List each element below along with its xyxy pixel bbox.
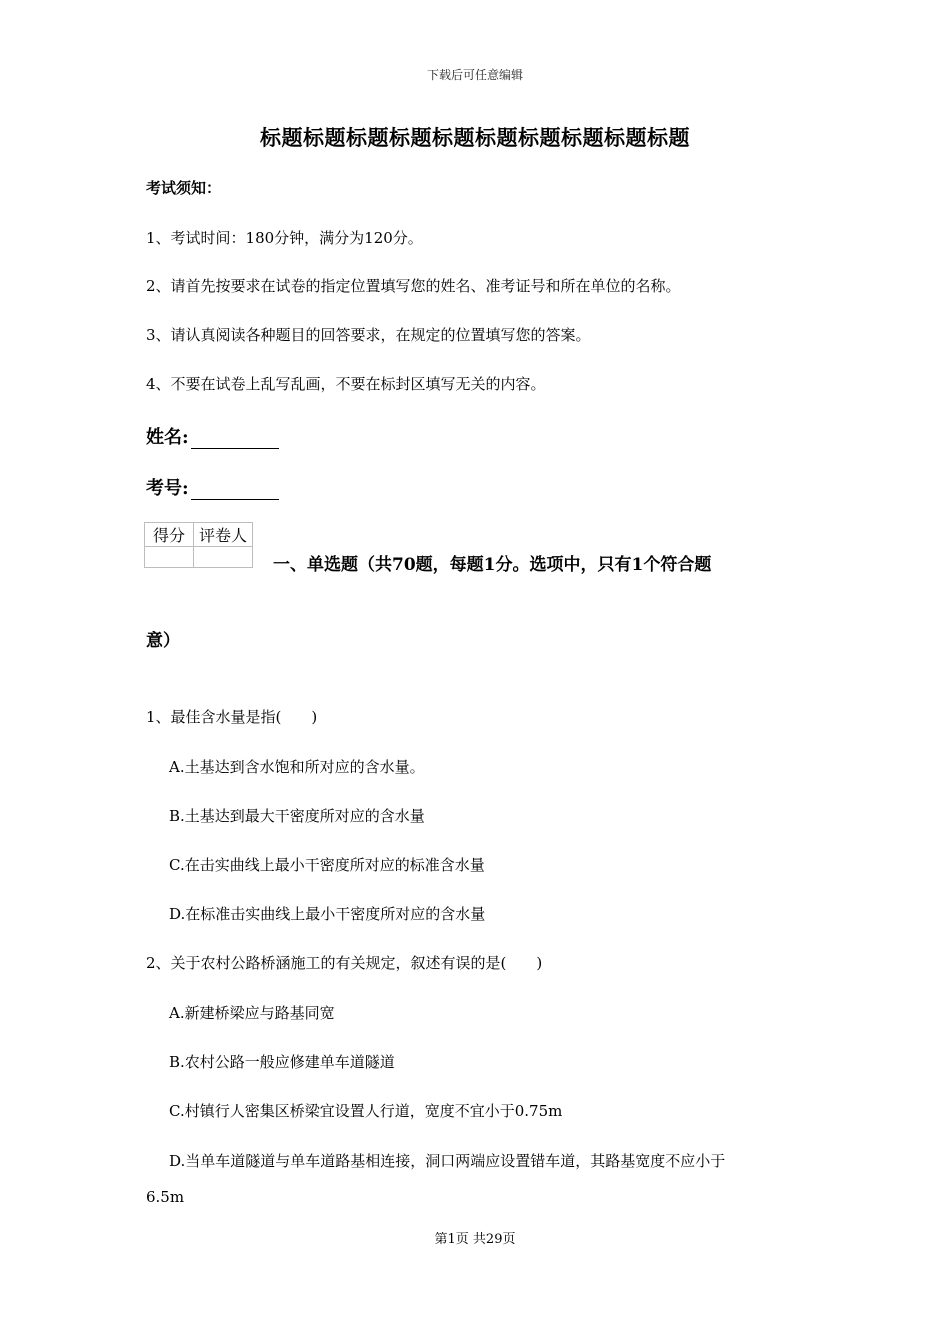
question-option: D.当单车道隧道与单车道路基相连接，洞口两端应设置错车道，其路基宽度不应小于 <box>169 1152 726 1170</box>
question-option: D.在标准击实曲线上最小干密度所对应的含水量 <box>169 905 486 923</box>
notice-item: 4、不要在试卷上乱写乱画，不要在标封区填写无关的内容。 <box>146 375 546 393</box>
exam-id-blank-line[interactable] <box>191 481 279 500</box>
question-option: B.土基达到最大干密度所对应的含水量 <box>169 807 425 825</box>
score-table <box>144 522 253 568</box>
question-stem: 1、最佳含水量是指( ) <box>146 708 318 726</box>
notice-item: 1、考试时间：180分钟，满分为120分。 <box>146 229 423 247</box>
name-label: 姓名: <box>146 427 189 448</box>
exam-id-label: 考号: <box>146 478 189 499</box>
page-header: 下载后可任意编辑 <box>426 68 523 82</box>
question-option: B.农村公路一般应修建单车道隧道 <box>169 1053 395 1071</box>
section-title: 一、单选题（共70题，每题1分。选项中，只有1个符合题 <box>273 555 712 575</box>
question-option-continuation: 6.5m <box>146 1188 185 1206</box>
notice-heading: 考试须知： <box>146 179 222 197</box>
exam-id-field[interactable] <box>146 474 279 500</box>
notice-item: 3、请认真阅读各种题目的回答要求，在规定的位置填写您的答案。 <box>146 326 591 344</box>
question-option: A.新建桥梁应与路基同宽 <box>169 1004 335 1022</box>
notice-item: 2、请首先按要求在试卷的指定位置填写您的姓名、准考证号和所在单位的名称。 <box>146 277 681 295</box>
question-option: C.在击实曲线上最小干密度所对应的标准含水量 <box>169 856 485 874</box>
name-blank-line[interactable] <box>191 430 279 449</box>
document-title: 标题标题标题标题标题标题标题标题标题标题 <box>260 125 690 150</box>
section-title-continuation: 意） <box>146 631 180 651</box>
grader-header: 评卷人 <box>194 523 253 547</box>
name-field[interactable] <box>146 423 279 449</box>
page-footer: 第1页 共29页 <box>434 1232 516 1247</box>
grader-cell[interactable] <box>194 547 253 568</box>
question-stem: 2、关于农村公路桥涵施工的有关规定，叙述有误的是( ) <box>146 954 543 972</box>
question-option: C.村镇行人密集区桥梁宜设置人行道，宽度不宜小于0.75m <box>169 1102 563 1120</box>
score-header: 得分 <box>145 523 194 547</box>
question-option: A.土基达到含水饱和所对应的含水量。 <box>169 758 425 776</box>
score-cell[interactable] <box>145 547 194 568</box>
